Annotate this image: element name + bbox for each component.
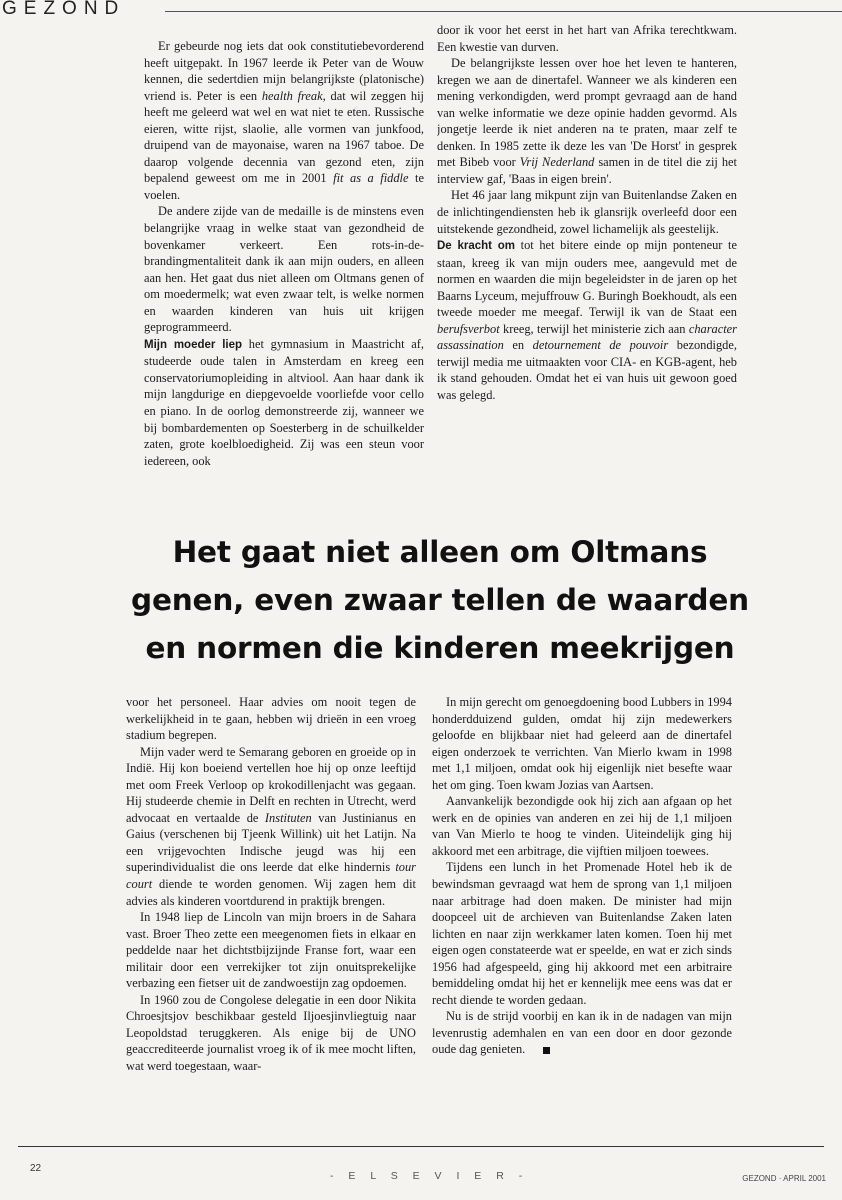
paragraph: door ik voor het eerst in het hart van Afrika terechtkwam. Een kwestie van durven. (437, 23, 737, 54)
magazine-name: - E L S E V I E R - (330, 1170, 529, 1182)
bottom-rule (18, 1146, 824, 1147)
paragraph: Aanvankelijk bezondigde ook hij zich aan afgaan op het werk en de opinies van anderen en zei hij de 1,1 miljoen van Van Mierlo te hoog te vinden. Uiteindelijk ging hij akkoord met een arbitrage, die vijftien miljoen toewees. (432, 794, 732, 858)
article-column-2 (437, 22, 737, 510)
end-mark-icon (543, 1047, 550, 1054)
pull-quote-line: genen, even zwaar tellen de waarden (131, 583, 749, 617)
paragraph: In mijn gerecht om genoegdoening bood Lubbers in 1994 honderdduizend gulden, omdat hij zijn medewerkers geloofde en blijkbaar niet had geleerd aan de dinertafel eigen onderzoek te verrichten. Van Mierlo kwam in 1998 met 1,1 miljoen, omdat ook hij eigenlijk niet besefte waar het om ging. Toen kwam Jozias van Aartsen. (432, 695, 732, 792)
page-number: 22 (30, 1163, 42, 1174)
paragraph: Tijdens een lunch in het Promenade Hotel heb ik de bewindsman gevraagd wat hem de sprong van 1,1 miljoen naar arbitrage had doen maken. De minister had mijn doopceel uit de archieven van Buitenlandse Zaken laten lichten en naar zijn werkkamer laten komen. Toen hij met eigen ogen constateerde wat er speelde, en wat er zich sinds 1956 had afgespeeld, ging hij akkoord met een arbitraire bemiddeling omdat hij het er kennelijk mee eens was dat er recht diende te worden gedaan. (432, 860, 732, 1007)
paragraph: In 1960 zou de Congolese delegatie in een door Nikita Chroesjtsjov beschikbaar gesteld Iljoesjinvliegtuig naar Leopoldstad teruggkeren. Als enige bij de UNO geaccrediteerde journalist vroeg ik of ik mee mocht liften, wat werd toegestaan, waar- (126, 992, 416, 1074)
issue-label: GEZOND · APRIL 2001 (742, 1174, 826, 1183)
paragraph: Het 46 jaar lang mikpunt zijn van Buitenlandse Zaken en de inlichtingendiensten heb ik glansrijk overleefd door een uitstekende gezondheid, zowel lichamelijk als geestelijk. (437, 188, 737, 236)
paragraph: Er gebeurde nog iets dat ook constitutiebevorderend heeft uitgepakt. In 1967 leerde ik Peter van de Wouw kennen, die sedertdien mijn belangrijkste (platonische) vriend is. Peter is een health freak, dat wil zeggen hij heeft me geleerd wat wel en wat niet te eten. Russische eieren, witte rijst, slaolie, alle vormen van junkfood, druipend van de mayonaise, waren na 1967 taboe. De daarop volgende decennia van gezond eten, zijn bepalend geweest om me in 2001 fit as a fiddle te voelen. (144, 39, 424, 202)
article-column-4 (432, 694, 732, 1138)
paragraph: Mijn moeder liep het gymnasium in Maastricht af, studeerde oude talen in Amsterdam en kreeg een conservatoriumopleiding in altviool. Aan haar dank ik mijn langdurige en diepgevoelde voorliefde voor cello en piano. In de oorlog demonstreerde zij, wanneer we bij bombardementen op Soesterberg in de schuilkelder zaten, grote koelbloedigheid. Zij was een steun voor iedereen, ook (144, 336, 424, 468)
pull-quote (100, 528, 780, 672)
pull-quote-line: Het gaat niet alleen om Oltmans (172, 535, 708, 569)
paragraph: De belangrijkste lessen over hoe het leven te hanteren, kregen we aan de dinertafel. Wanneer we als kinderen een mening verkondigden, werd prompt gevraagd aan de hand van welke informatie we deze opinie hadden gevormd. Als jongetje leerde ik niet anderen na te praten, maar zelf te denken. In 1985 zette ik deze les van 'De Horst' in gesprek met Bibeb voor Vrij Nederland samen in de titel die zij het interview gaf, 'Baas in eigen brein'. (437, 56, 737, 186)
paragraph: Nu is de strijd voorbij en kan ik in de nadagen van mijn levenrustig ademhalen en van een door en door gezonde oude dag genieten. (432, 1009, 732, 1057)
paragraph: De andere zijde van de medaille is de minstens even belangrijke vraag in welke staat van gezondheid de bovenkamer verkeert. Een rots-in-de-brandingmentaliteit dank ik aan mijn ouders, en alleen aan hen. Het gaat dus niet alleen om Oltmans genen of om moedermelk; wat even zwaar telt, is welke normen en waarden kinderen van huis uit krijgen geprogrammeerd. (144, 204, 424, 335)
top-rule (165, 11, 842, 12)
article-column-1 (144, 38, 424, 510)
paragraph: In 1948 liep de Lincoln van mijn broers in de Sahara vast. Broer Theo zette een meegenomen fiets in elkaar en peddelde naar het dichtstbijzijnde Franse fort, waar een militair door een verrekijker tot zijn onuitsprekelijke verbazing een fietser uit de zandwoestijn zag opdoemen. (126, 910, 416, 991)
paragraph: De kracht om tot het bitere einde op mijn ponteneur te staan, kreeg ik van mijn ouders mee, aangevuld met de normen en waarden die mijn begeleidster in de jaren op het Baarns Lyceum, mejuffrouw G. Buringh Boekhoudt, als een tweede moeder me meegaf. Terwijl ik van de Staat een berufsverbot kreeg, terwijl het ministerie zich aan character assassination en detournement de pouvoir bezondigde, terwijl media me uitmaakten voor CIA- en KGB-agent, heb ik stand gehouden. Omdat het ei van huis uit gewoon goed was gelegd. (437, 238, 737, 403)
article-column-3 (126, 694, 416, 1138)
paragraph: voor het personeel. Haar advies om nooit tegen de werkelijkheid in te gaan, hebben wij drieën in een vroeg stadium begrepen. (126, 695, 416, 743)
section-label: GEZOND (2, 0, 126, 19)
pull-quote-line: en normen die kinderen meekrijgen (145, 631, 735, 665)
lead-in: De kracht om (437, 240, 515, 253)
paragraph: Mijn vader werd te Semarang geboren en groeide op in Indië. Hij kon boeiend vertellen hoe hij op onze leeftijd met oom Freek Verloop op krokodillenjacht was gegaan. Hij studeerde chemie in Delft en rechten in Utrecht, werd advocaat en vertaalde de Instituten van Justinianus en Gaius (verschenen bij Tjeenk Willink) uit het Latijn. Na een vrijgevochten Indische jeugd was hij een superindividualist die ons leerde dat elke hindernis tour court diende te worden genomen. Wij zagen hem dit advies als kinderen voortdurend in praktijk brengen. (126, 744, 416, 908)
lead-in: Mijn moeder liep (144, 338, 243, 351)
